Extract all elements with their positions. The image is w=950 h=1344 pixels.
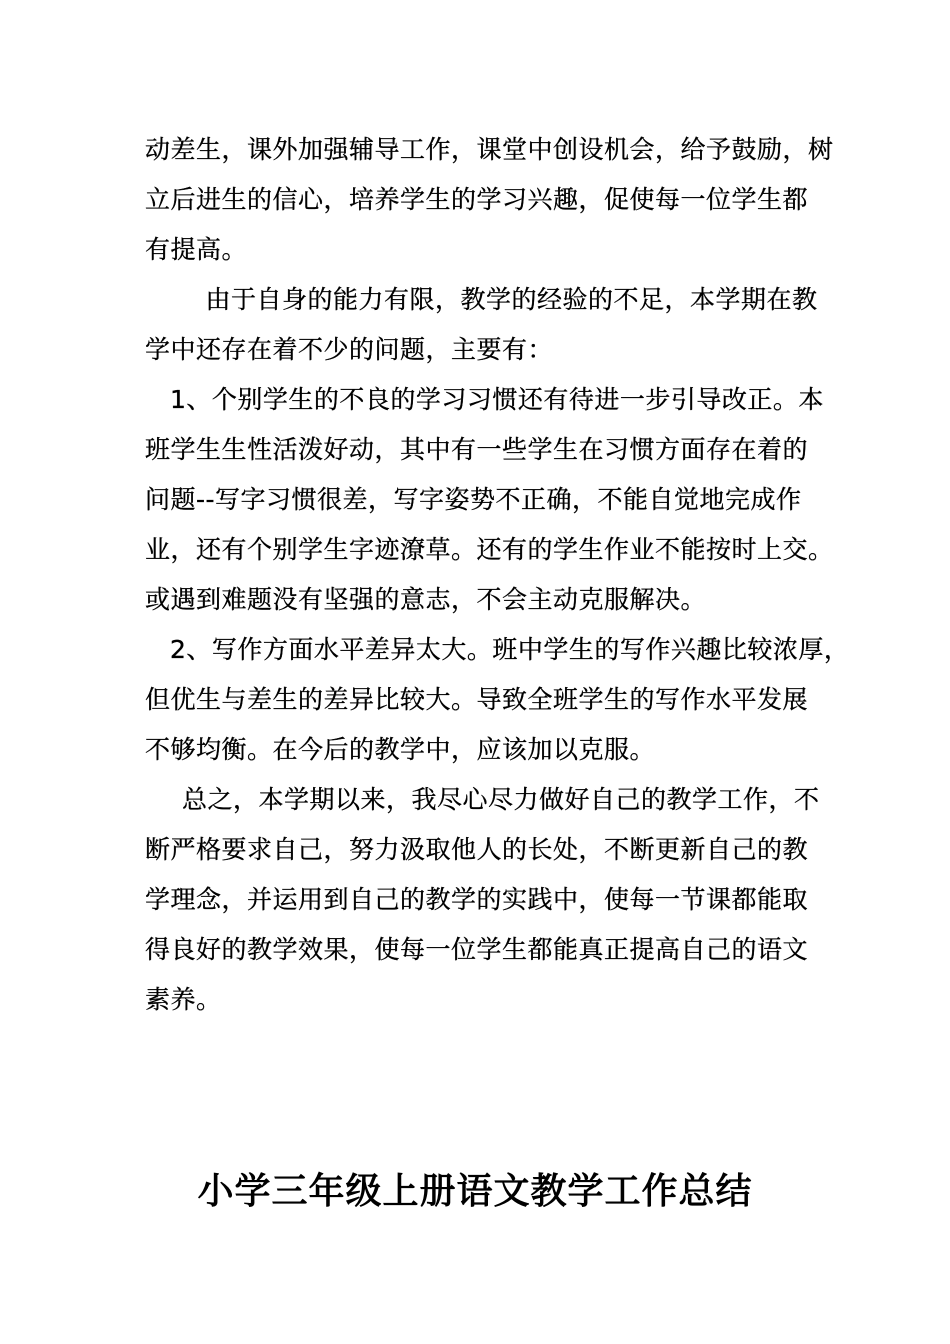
paragraph-line: 由于自身的能力有限，教学的经验的不足，本学期在教 [180,285,818,314]
paragraph-line: 但优生与差生的差异比较大。导致全班学生的写作水平发展 [145,685,809,714]
paragraph-line: 班学生生性活泼好动，其中有一些学生在习惯方面存在着的 [145,435,809,464]
paragraph-line: 动差生，课外加强辅导工作，课堂中创设机会，给予鼓励，树 [145,135,834,164]
paragraph-line: 问题--写字习惯很差，写字姿势不正确，不能自觉地完成作 [145,485,802,514]
paragraph-line: 素养。 [145,985,222,1014]
paragraph-line: 断严格要求自己，努力汲取他人的长处，不断更新自己的教 [145,835,809,864]
paragraph-line: 总之，本学期以来，我尽心尽力做好自己的教学工作，不 [182,785,820,814]
paragraph-line: 不够均衡。在今后的教学中，应该加以克服。 [145,735,656,764]
paragraph-line: 学中还存在着不少的问题，主要有： [145,335,554,364]
list-item-1: 1、个别学生的不良的学习习惯还有待进一步引导改正。本 [170,385,824,414]
paragraph-line: 学理念，并运用到自己的教学的实践中，使每一节课都能取 [145,885,809,914]
paragraph-line: 业，还有个别学生字迹潦草。还有的学生作业不能按时上交。 [145,535,834,564]
list-item-2: 2、写作方面水平差异太大。班中学生的写作兴趣比较浓厚， [170,635,850,664]
section-title: 小学三年级上册语文教学工作总结 [197,1171,753,1212]
paragraph-line: 有提高。 [145,235,248,264]
paragraph-line: 立后进生的信心，培养学生的学习兴趣，促使每一位学生都 [145,185,809,214]
paragraph-line: 或遇到难题没有坚强的意志，不会主动克服解决。 [145,585,707,614]
paragraph-line: 得良好的教学效果，使每一位学生都能真正提高自己的语文 [145,935,809,964]
